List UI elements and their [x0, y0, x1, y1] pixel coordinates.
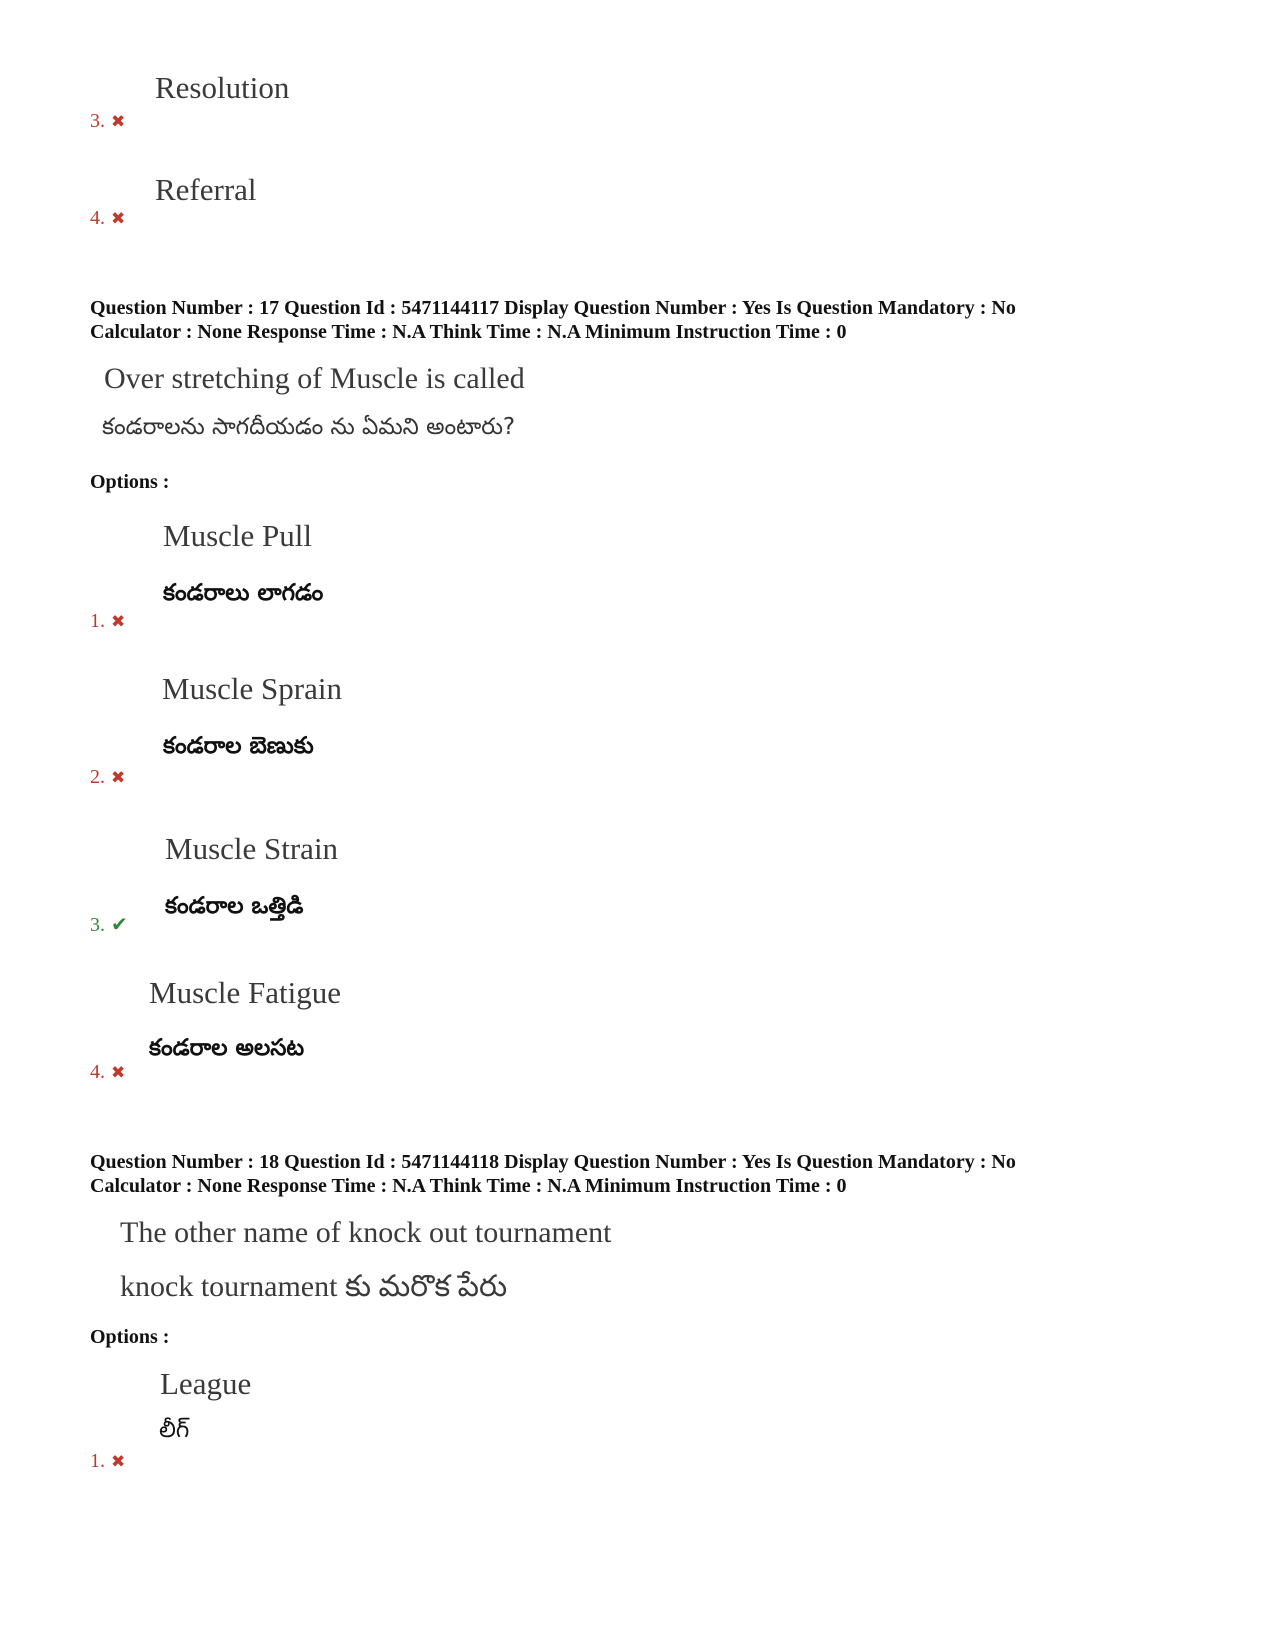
option-marker [90, 915, 128, 935]
question-text-telugu: knock tournament కు మరొక పేరు [120, 1270, 508, 1303]
question-meta-line1: Question Number : 18 Question Id : 5471144118 Display Question Number : Yes Is Question Mandatory : No [90, 1151, 1016, 1173]
option-number: 3. [90, 914, 105, 936]
option-marker [90, 611, 125, 631]
option-number: 4. [90, 1061, 105, 1083]
options-label: Options : [90, 1326, 170, 1348]
cross-icon: ✖ [111, 767, 126, 787]
question-text-english: The other name of knock out tournament [120, 1216, 612, 1249]
option-number: 1. [90, 610, 105, 632]
option-marker [90, 111, 125, 131]
cross-icon: ✖ [111, 1062, 126, 1082]
option-text-english: Muscle Sprain [162, 671, 342, 706]
option-marker [90, 1062, 125, 1082]
option-text-telugu: లీగ్ [159, 1417, 190, 1443]
option-text-telugu: కండరాల ఒత్తిడి [165, 893, 304, 919]
option-number: 2. [90, 766, 105, 788]
question-meta-line1: Question Number : 17 Question Id : 5471144117 Display Question Number : Yes Is Question Mandatory : No [90, 297, 1016, 319]
option-text-telugu: కండరాలు లాగడం [163, 580, 324, 606]
checkmark-icon: ✔ [111, 914, 128, 936]
option-marker [90, 767, 125, 787]
option-number: 4. [90, 207, 105, 229]
option-marker [90, 1451, 125, 1471]
options-label: Options : [90, 471, 170, 493]
cross-icon: ✖ [111, 208, 126, 228]
option-text-telugu: కండరాల బెణుకు [163, 733, 314, 759]
option-text-english: League [160, 1366, 252, 1401]
option-text: Resolution [155, 70, 290, 105]
option-text-english: Muscle Fatigue [149, 975, 341, 1010]
cross-icon: ✖ [111, 111, 126, 131]
cross-icon: ✖ [111, 611, 126, 631]
option-number: 1. [90, 1450, 105, 1472]
question-meta-line2: Calculator : None Response Time : N.A Think Time : N.A Minimum Instruction Time : 0 [90, 321, 847, 343]
question-text-telugu: కండరాలను సాగదీయడం ను ఏమని అంటారు? [102, 414, 516, 440]
option-text-english: Muscle Strain [165, 831, 339, 866]
option-marker [90, 208, 125, 228]
cross-icon: ✖ [111, 1451, 126, 1471]
option-number: 3. [90, 110, 105, 132]
option-text-telugu: కండరాల అలసట [149, 1035, 305, 1061]
question-meta-line2: Calculator : None Response Time : N.A Think Time : N.A Minimum Instruction Time : 0 [90, 1175, 847, 1197]
option-text: Referral [155, 172, 257, 207]
question-text-english: Over stretching of Muscle is called [104, 362, 525, 395]
option-text-english: Muscle Pull [163, 518, 312, 553]
